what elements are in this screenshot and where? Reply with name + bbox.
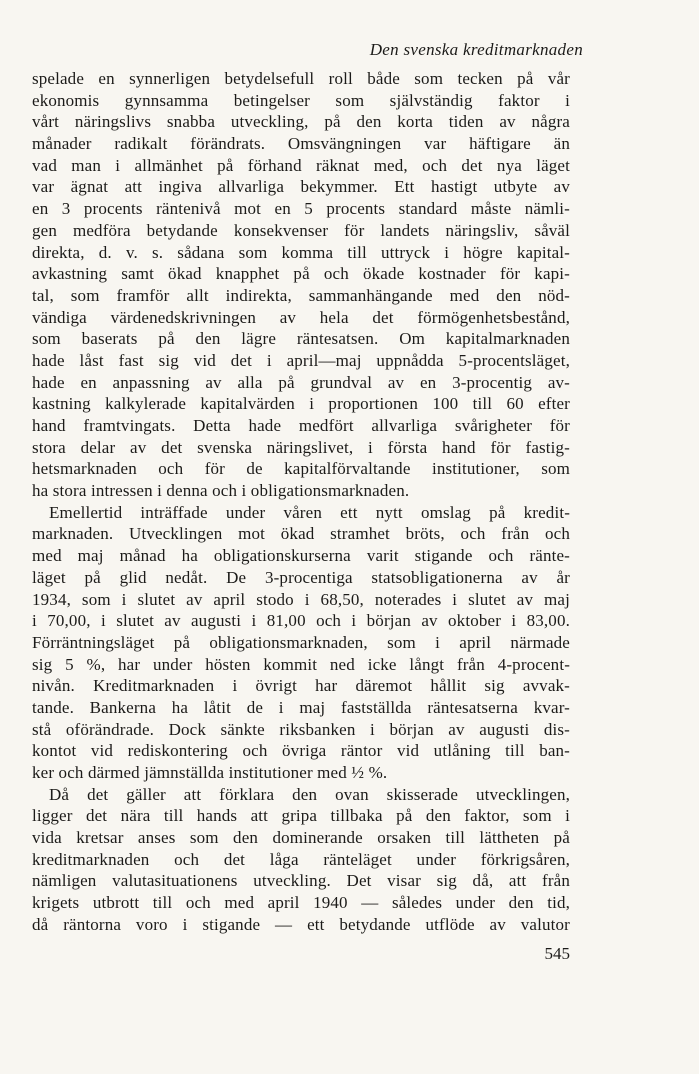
text-line: då räntorna voro i stigande — ett betydande utflöde av valutor (32, 914, 570, 934)
text-line: ekonomis gynnsamma betingelser som självständig faktor i (32, 90, 570, 110)
text-line: spelade en synnerligen betydelsefull roll både som tecken på vår (32, 69, 570, 88)
text-line: tande. Bankerna ha låtit de i maj fastställda räntesatserna kvar- (32, 697, 570, 717)
page-number: 545 (544, 944, 570, 963)
text-line: månader radikalt förändrats. Omsvängningen var häftigare än (32, 134, 570, 154)
text-line: Då det gäller att förklara den ovan skisserade utvecklingen, (49, 784, 570, 804)
text-line: avkastning samt ökad knapphet på och ökade kostnader för kapi- (32, 264, 570, 284)
body-text (32, 68, 570, 936)
text-line: i 70,00, i slutet av augusti i 81,00 och i början av oktober i 83,00. (32, 611, 570, 631)
text-line: tal, som framför allt indirekta, sammanhängande med den nöd- (32, 285, 570, 305)
text-line: Emellertid inträffade under våren ett nytt omslag på kredit- (49, 502, 570, 522)
text-line: med maj månad ha obligationskurserna varit stigande och ränte- (32, 546, 570, 566)
text-line: en 3 procents räntenivå mot en 5 procents standard måste nämli- (32, 199, 570, 219)
text-line: kontot vid rediskontering och övriga räntor vid utlåning till ban- (32, 741, 570, 761)
text-line: gen medföra betydande konsekvenser för landets näringsliv, såväl (32, 220, 570, 240)
text-line: hand framtvingats. Detta hade medfört allvarliga svårigheter för (32, 416, 570, 435)
text-line: direkta, d. v. s. sådana som komma till uttryck i högre kapital- (32, 242, 570, 262)
text-line: vad man i allmänhet på förhand räknat med, och det nya läget (32, 155, 570, 175)
text-line: ligger det nära till hands att gripa tillbaka på den faktor, som i (32, 806, 570, 826)
text-line: läget på glid nedåt. De 3-procentiga statsobligationerna av år (32, 567, 570, 587)
text-line: vändiga värdenedskrivningen av hela det förmögenhetsbestånd, (32, 307, 570, 327)
text-line: hetsmarknaden och för de kapitalförvaltande institutioner, som (32, 459, 570, 479)
text-line: ha stora intressen i denna och i obligationsmarknaden. (32, 481, 410, 501)
text-line: stå oförändrade. Dock sänkte riksbanken i början av augusti dis- (32, 719, 570, 739)
running-header: Den svenska kreditmarknaden (369, 40, 583, 59)
text-line: 1934, som i slutet av april stodo i 68,50, noterades i slutet av maj (32, 589, 570, 609)
text-line: ker och därmed jämnställda institutioner med ½ %. (32, 763, 388, 782)
text-line: Förräntningsläget på obligationsmarknaden, som i april närmade (32, 632, 570, 652)
text-line: var ägnat att ingiva allvarliga bekymmer. Ett hastigt utbyte av (32, 177, 570, 197)
text-line: hade låst fast sig vid det i april—maj uppnådda 5-procentsläget, (32, 350, 570, 370)
text-line: hade en anpassning av alla på grundval av en 3-procentig av- (32, 372, 570, 392)
text-line: marknaden. Utvecklingen mot ökad stramhet bröts, och från och (32, 524, 570, 544)
text-line: nivån. Kreditmarknaden i övrigt har däremot hållit sig avvak- (32, 676, 570, 696)
text-line: sig 5 %, har under hösten kommit ned icke långt från 4-procent- (32, 654, 570, 674)
text-line: stora delar av det svenska näringslivet, i första hand för fastig- (32, 437, 570, 457)
text-line: kreditmarknaden och det låga ränteläget under förkrigsåren, (32, 849, 570, 869)
text-line: som baserats på den lägre räntesatsen. Om kapitalmarknaden (32, 329, 570, 349)
text-line: krigets utbrott till och med april 1940 — således under den tid, (32, 893, 570, 913)
text-line: nämligen valutasituationens utveckling. Det visar sig då, att från (32, 871, 570, 891)
text-line: vårt näringslivs snabba utveckling, på den korta tiden av några (32, 112, 570, 132)
text-line: vida kretsar anses som den dominerande orsaken till lättheten på (32, 828, 570, 848)
text-line: kastning kalkylerade kapitalvärden i proportionen 100 till 60 efter (32, 394, 570, 414)
